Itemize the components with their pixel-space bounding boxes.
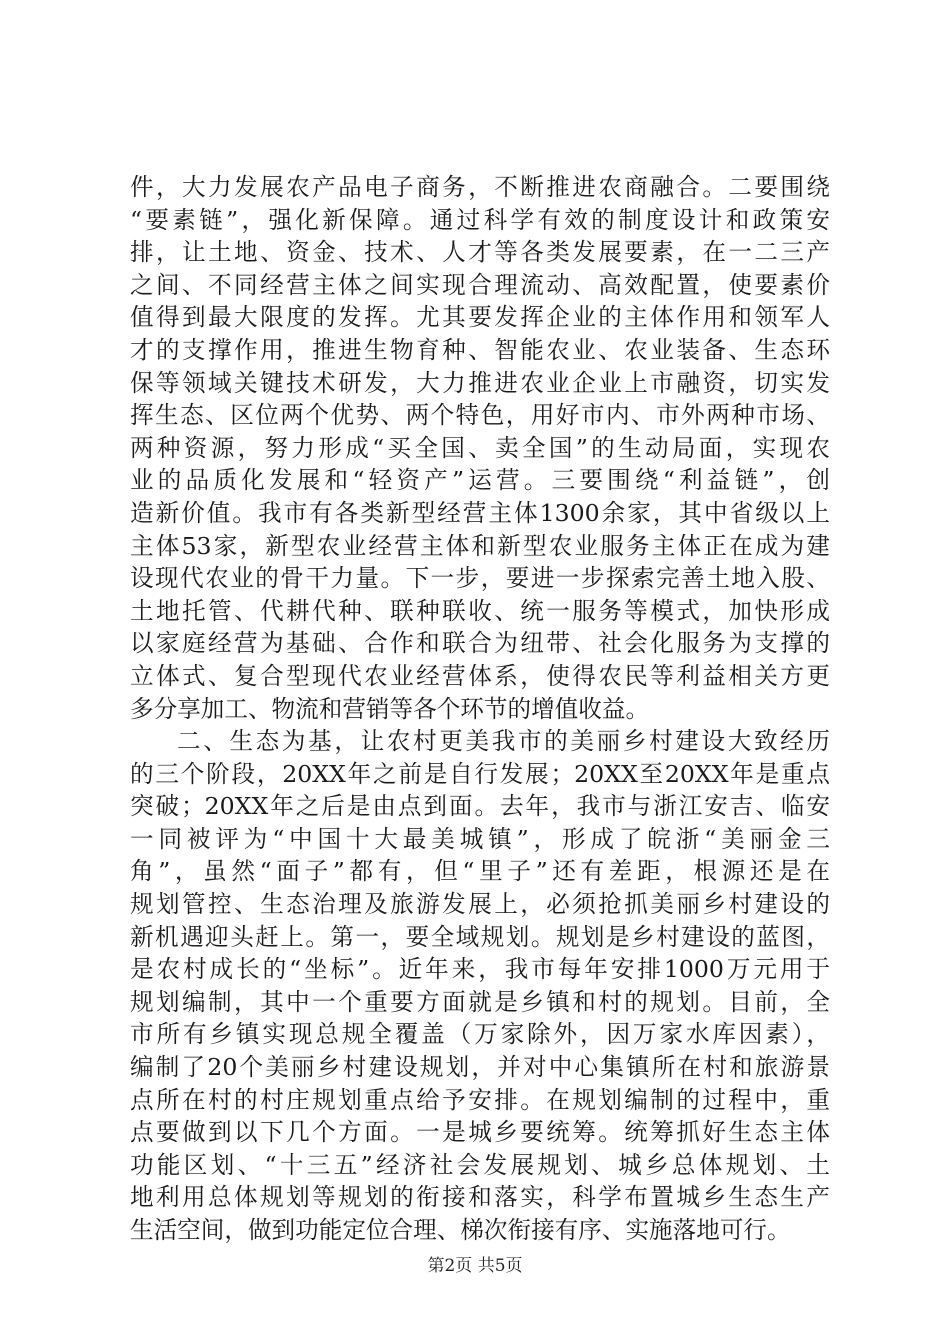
text-line: 编制了20个美丽乡村建设规划，并对中心集镇所在村和旅游景 [130,1053,830,1082]
text-line: 才的支撑作用，推进生物育种、智能农业、农业装备、生态环 [130,335,830,364]
text-line: 市所有乡镇实现总规全覆盖（万家除外，因万家水库因素）， [130,1020,830,1049]
text-line: 多分享加工、物流和营销等各个环节的增值收益。 [130,694,650,723]
text-line: 新机遇迎头赶上。第一，要全域规划。规划是乡村建设的蓝图， [130,922,830,951]
text-line: 土地托管、代耕代种、联种联收、统一服务等模式，加快形成 [130,596,830,625]
text-line: 两种资源，努力形成“买全国、卖全国”的生动局面，实现农 [130,433,830,462]
text-line: 生活空间，做到功能定位合理、梯次衔接有序、实施落地可行。 [130,1216,791,1244]
text-line: 点所在村的村庄规划重点给予安排。在规划编制的过程中，重 [130,1085,830,1114]
text-line: 值得到最大限度的发挥。尤其要发挥企业的主体作用和领军人 [130,303,830,332]
text-line: 地利用总体规划等规划的衔接和落实，科学布置城乡生态生产 [130,1183,830,1212]
page-number-label: 第2页 共5页 [427,1256,523,1276]
text-line: 规划管控、生态治理及旅游发展上，必须抢抓美丽乡村建设的 [130,890,830,919]
text-line: 设现代农业的骨干力量。下一步，要进一步探索完善土地入股、 [130,564,830,593]
text-line: 点要做到以下几个方面。一是城乡要统筹。统筹抓好生态主体 [130,1118,830,1147]
text-line: 以家庭经营为基础、合作和联合为纽带、社会化服务为支撑的 [130,629,830,658]
text-line: 突破；20XX年之后是由点到面。去年，我市与浙江安吉、临安 [130,792,830,821]
text-line: 的三个阶段，20XX年之前是自行发展；20XX至20XX年是重点 [130,759,830,788]
text-line: 角”，虽然“面子”都有，但“里子”还有差距，根源还是在 [130,857,830,886]
text-line: 件，大力发展农产品电子商务，不断推进农商融合。二要围绕 [130,173,830,201]
text-line: 造新价值。我市有各类新型经营主体1300余家，其中省级以上 [130,498,830,527]
text-line: 之间、不同经营主体之间实现合理流动、高效配置，使要素价 [130,270,830,299]
text-line: 立体式、复合型现代农业经营体系，使得农民等利益相关方更 [130,661,830,690]
paragraph-1 [130,171,830,725]
text-line: 业的品质化发展和“轻资产”运营。三要围绕“利益链”，创 [130,466,830,495]
text-line: 二、生态为基，让农村更美我市的美丽乡村建设大致经历 [177,727,830,756]
text-line: 是农村成长的“坐标”。近年来，我市每年安排1000万元用于 [130,955,830,984]
text-line: 挥生态、区位两个优势、两个特色，用好市内、市外两种市场、 [130,401,830,430]
text-line: 一同被评为“中国十大最美城镇”，形成了皖浙“美丽金三 [130,824,830,853]
text-line: 规划编制，其中一个重要方面就是乡镇和村的规划。目前，全 [130,987,830,1016]
text-line: 保等领域关键技术研发，大力推进农业企业上市融资，切实发 [130,368,830,397]
text-line: 排，让土地、资金、技术、人才等各类发展要素，在一二三产 [130,238,830,267]
text-line: “要素链”，强化新保障。通过科学有效的制度设计和政策安 [130,205,830,234]
paragraph-2 [130,725,830,1247]
page-footer [0,1251,950,1276]
text-line: 主体53家，新型农业经营主体和新型农业服务主体正在成为建 [130,531,830,560]
text-line: 功能区划、“十三五”经济社会发展规划、城乡总体规划、土 [130,1150,830,1179]
body-text [130,171,830,1247]
